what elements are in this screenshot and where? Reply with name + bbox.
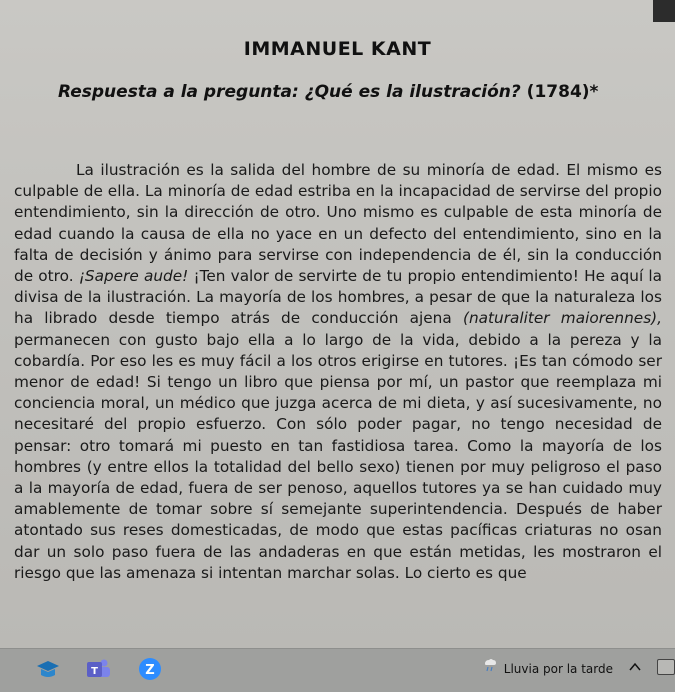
chevron-up-icon[interactable] — [629, 661, 641, 675]
rain-cloud-icon — [483, 657, 497, 673]
author-heading: IMMANUEL KANT — [243, 38, 432, 60]
education-app-icon[interactable] — [34, 655, 62, 683]
essay-body — [14, 160, 662, 584]
essay-subtitle — [58, 82, 675, 102]
tray-icon[interactable] — [657, 659, 675, 675]
paragraph-text-3: permanecen con gusto bajo ella a lo largo de la vida, debido a la pereza y la cobardía. Por eso les es muy fácil a los otros erigirse en tutores. ¡Es tan cómodo ser menor de edad! Si tengo un libro que piensa por mí, un pastor que reemplaza mi conciencia moral, un médico que juzga acerca de mi dieta, y así sucesivamente, no necesitaré del propio esfuerzo. Con sólo poder pagar, no tengo necesidad de pensar: otro tomará mi puesto en tan fastidiosa tarea. Como la mayoría de los hombres (y entre ellos la totalidad del bello sexo) tienen por muy peligroso el paso a la mayoría de edad, fuera de ser penoso, aquellos tutores ya se han cuidado muy amablemente de tomar sobre sí semejante superintendencia. Después de haber atontado sus reses domesticadas, de modo que estas pacíficas criaturas no osan dar un solo paso fuera de las andaderas en que están metidas, les mostraron el riesgo que las amenaza si intentan marchar solas. Lo cierto es que — [14, 330, 662, 582]
paragraph-text-1: La ilustración es la salida del hombre de su minoría de edad. El mismo es culpable de ella. La minoría de edad estriba en la incapacidad de servirse del propio entendimiento, sin la dirección de otro. Uno mismo es culpable de esta minoría de edad cuando la causa de ella no yace en un defecto del entendimiento, sino en la falta de decisión y ánimo para servirse con independencia de él, sin la conducción de otro. — [14, 161, 662, 286]
paragraph-text-2: ¡Ten valor de servirte de tu propio entendimiento! He aquí la divisa de la ilustración. La mayoría de los hombres, a pesar de que la naturaleza los ha librado desde tiempo atrás de conducción ajena — [14, 267, 662, 328]
zoom-icon[interactable] — [136, 655, 164, 683]
window-corner — [653, 0, 675, 22]
svg-text:T: T — [91, 666, 98, 677]
svg-text:Z: Z — [145, 663, 155, 678]
paragraph-emphasis-1: ¡Sapere aude! — [78, 267, 189, 286]
subtitle-year: (1784)* — [520, 82, 599, 102]
subtitle-text: Respuesta a la pregunta: ¿Qué es la ilustración? — [58, 82, 521, 102]
paragraph — [14, 160, 662, 584]
teams-icon[interactable] — [84, 655, 112, 683]
weather-text[interactable]: Lluvia por la tarde — [503, 662, 613, 676]
taskbar — [0, 648, 675, 692]
paragraph-emphasis-2: (naturaliter maiorennes), — [462, 309, 662, 328]
